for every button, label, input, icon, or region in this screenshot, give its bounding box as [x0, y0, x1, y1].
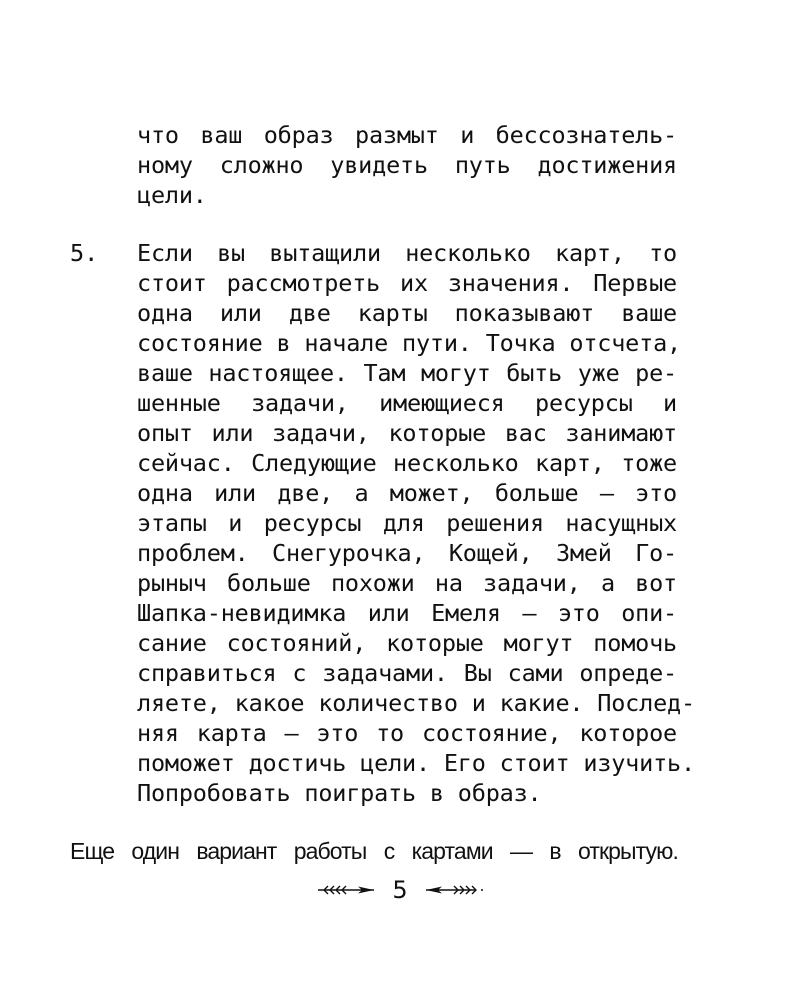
text-line: одна или две карты показывают ваше [137, 299, 677, 327]
text-line: что ваш образ размыт и бессознатель- [137, 121, 677, 149]
text-line: шенные задачи, имеющиеся ресурсы и [137, 389, 677, 417]
text-line: проблем. Снегурочка, Кощей, Змей Го- [137, 539, 677, 567]
page-footer [0, 872, 800, 908]
text-line: ному сложно увидеть путь достижения [137, 151, 677, 179]
text-line: опыт или задачи, которые вас занимают [137, 419, 677, 447]
list-item-number: 5. [70, 239, 99, 267]
text-line: стоит рассмотреть их значения. Первые [137, 269, 677, 297]
text-line: сание состояний, которые могут помочь [137, 629, 677, 657]
text-line: этапы и ресурсы для решения насущных [137, 509, 677, 537]
text-line: ляете, какое количество и какие. Послед- [137, 689, 695, 717]
text-line: Попробовать поиграть в образ. [137, 779, 542, 807]
text-line: цели. [137, 181, 207, 209]
continuation-paragraph [137, 120, 677, 210]
right-arrow-ornament-icon [424, 884, 486, 896]
text-line: справиться с задачами. Вы сами опреде- [137, 659, 677, 687]
text-line: поможет достичь цели. Его стоит изучить. [137, 749, 695, 777]
text-line: рыныч больше похожи на задачи, а вот [137, 569, 677, 597]
text-line: ваше настоящее. Там могут быть уже ре- [137, 359, 677, 387]
text-line: сейчас. Следующие несколько карт, тоже [137, 449, 677, 477]
list-item-paragraph [137, 238, 695, 808]
text-line: одна или две, а может, больше — это [137, 479, 677, 507]
text-line: Если вы вытащили несколько карт, то [137, 239, 677, 267]
page-number: 5 [392, 876, 408, 904]
text-line: Шапка-невидимка или Емеля — это опи- [137, 599, 677, 627]
left-arrow-ornament-icon [314, 884, 376, 896]
text-line: состояние в начале пути. Точка отсчета, [137, 329, 681, 357]
text-line: няя карта — это то состояние, которое [137, 719, 677, 747]
closing-sentence: Еще один вариант работы с картами — в открытую. [70, 838, 678, 864]
